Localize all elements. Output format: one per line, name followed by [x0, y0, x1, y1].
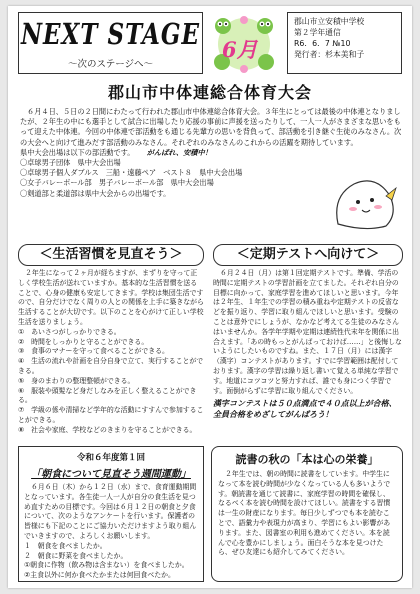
reading-body-wrap	[218, 470, 396, 558]
mascot-ghost-icon	[326, 166, 402, 236]
habits-section	[18, 244, 204, 436]
habit-item: ⑤ 身のまわりの整理整頓ができる。	[18, 376, 135, 385]
breakfast-plan-box	[18, 446, 204, 582]
plan-body: ６月６日（木）から１２日（水）まで、食育運動期間となっています。各生徒一人一人が自分の食生活を見つめ直すための目標です。今回は６月１２日の朝食と夕食について、次のようなアンケートを行います。保護者の皆様にも下記のことにご協力いただけますよう取り組んでいきますので、よろしくお願いします。	[24, 483, 197, 540]
newsletter-title: NEXT STAGE	[20, 17, 200, 52]
header	[18, 12, 402, 74]
tournament-body: ６月４日、５日の２日間にわたって行われた郡山市中体連総合体育大会。３年生にとっては最後の中体連となりましたが、２年生の中にも選手として試合に出場したり応援の事前に声援を送ったりして、一人一人がさまざまな思いをもって迎えた中体連。今回の中体連で部活動をも通じる先輩方の思いを背負って、部活動を引き継ぐ生徒のみなさん。次の大会へと向けて進みだす部活動のみなさん。それぞれのみなさんのこれからの活躍を期待しています。	[20, 107, 402, 147]
result-item: 〇卓球男子団体 県中大会出場	[20, 158, 121, 168]
habit-item: ② 時間をしっかりと守ることができる。	[18, 337, 149, 346]
habit-item: ① あいさつがしっかりできる。	[18, 327, 121, 336]
plan-title: 令和６年度第１回	[76, 453, 145, 463]
test-slogan: 漢字コンテストは５０点満点で４０点以上が合格、全員合格をめざしてがんばろう！	[213, 399, 397, 420]
result-item: 〇剣道部と柔道部は県中大会からの出場です。	[20, 188, 171, 198]
title-box	[18, 12, 203, 74]
result-item: 〇卓球男子個人ダブルス 三船・遠藤ペア ベスト８ 県中大会出場	[20, 168, 243, 178]
school-name: 郡山市立安積中学校	[294, 17, 365, 26]
habit-item: ⑥ 服装や頭髪など身だしなみを正しく整えることができる。	[18, 386, 197, 405]
plan-item: ２ 朝食に野菜を食べましたか。	[24, 551, 128, 560]
habit-item: ③ 食事のマナーを守って食べることができる。	[18, 347, 169, 356]
month-badge	[208, 12, 280, 74]
habits-heading: ＜生活習慣を見直そう＞	[18, 244, 204, 266]
plan-item: ②主食以外に何か食べたかまたは何回食べたか。	[24, 571, 175, 580]
results-intro-line	[20, 148, 402, 158]
results-intro: 県中大会出場は以下の部活動です。	[20, 147, 135, 157]
habit-item: ⑦ 学級の係や清掃など学年的な活動にすすんで参加することができる。	[18, 406, 204, 424]
habits-intro: ２年生になって２ヶ月が経ちますが、まずりを守って正しく学校生活が送れていますか。基本的な生活習慣を送ることで、心身の健康も安定してきます。学校は集団生活ですので、自分だけでなく周りの人との関係を上手に築きながら生活することが大切です。以下のことを心がけて正しい学校生活を送りましょう。	[18, 269, 204, 326]
test-heading: ＜定期テストへ向けて＞	[213, 244, 403, 266]
plan-item: ①朝食に作物（飲み物は含まない）を食べましたか。	[24, 561, 189, 570]
month-label: 6月	[222, 37, 258, 62]
plan-body-wrap	[24, 483, 198, 581]
info-box	[287, 12, 402, 74]
habit-item: ④ 生活の流れや計画を自分自身で立て、実行することができる。	[18, 357, 204, 375]
test-body-wrap	[213, 269, 403, 420]
habits-body	[18, 269, 204, 436]
reading-box	[211, 446, 403, 582]
plan-item: １ 朝食を食べましたか。	[24, 541, 107, 550]
newsletter-subtitle: 〜次のステージへ〜	[67, 59, 154, 70]
article-title: 郡山市中体連総合体育大会	[107, 83, 312, 102]
cheer-text: がんばれ、安積中！	[146, 147, 212, 157]
test-section	[213, 244, 403, 420]
plan-subtitle: 「朝食について見直そう週間運動」	[31, 469, 191, 480]
habit-item: ⑧ 社会や家庭、学校などのきまりを守ることができる。	[18, 425, 197, 434]
test-body: ６月２４日（月）は第１回定期テストです。準備、学活の時間に定期テストの学習計画を立てました。それぞれ自分の目標に向かって、家庭学習を進めてほしいと思います。今年は２年生、１年生での学習の積み重ねや定期テストの反省などを振り返り、学習に取り組んでほしいと思います。受験のことは意外でにしょうが、なかなど考えてる生徒のみなさんはいませんか。各学年学期や定期は連続性代末年を関係に出合えます。「あの時もっとがんばっておけば……」と後悔しないようにしたいものですね。また、１７日（月）には漢字（漢字）コンテストがあります。すでに学習範囲は配付しております。漢字の学習は繰り返し書いて覚える単純な学習です。地道にコツコツと努力すれば、誰でも身につく学習です。面倒がらずに学習に取り組んでください。	[213, 269, 402, 395]
reading-body: ２年生では、朝の時間に読書をしています。中学生になって本を読む時間が少なくなっている人も多いようです。朝読書を通じて読書に、家庭学習の時間を確保し、なるべく本を読む時間を設けてほしい。読書をする習慣は一生の財産になります。毎日少しずつでも本を読むことで、語彙力や表現力が高まり、学習にもよい影響があります。また、図書室の利用も進めてください。本を読んで心を豊かにしましょう。面白そうな本を見つけたら、ぜひ友達にも紹介してみてください。	[218, 470, 391, 557]
publisher: 発行者：杉本美和子	[294, 50, 365, 59]
result-item: 〇女子バレーボール部 男子バレーボール部 県中大会出場	[20, 178, 214, 188]
newsletter-page	[8, 6, 412, 588]
reading-title: 読書の秋の「本は心の栄養」	[235, 453, 379, 466]
issue-type: 第２学年通信	[294, 28, 341, 37]
issue-date: R6．6．7 №10	[294, 39, 351, 48]
